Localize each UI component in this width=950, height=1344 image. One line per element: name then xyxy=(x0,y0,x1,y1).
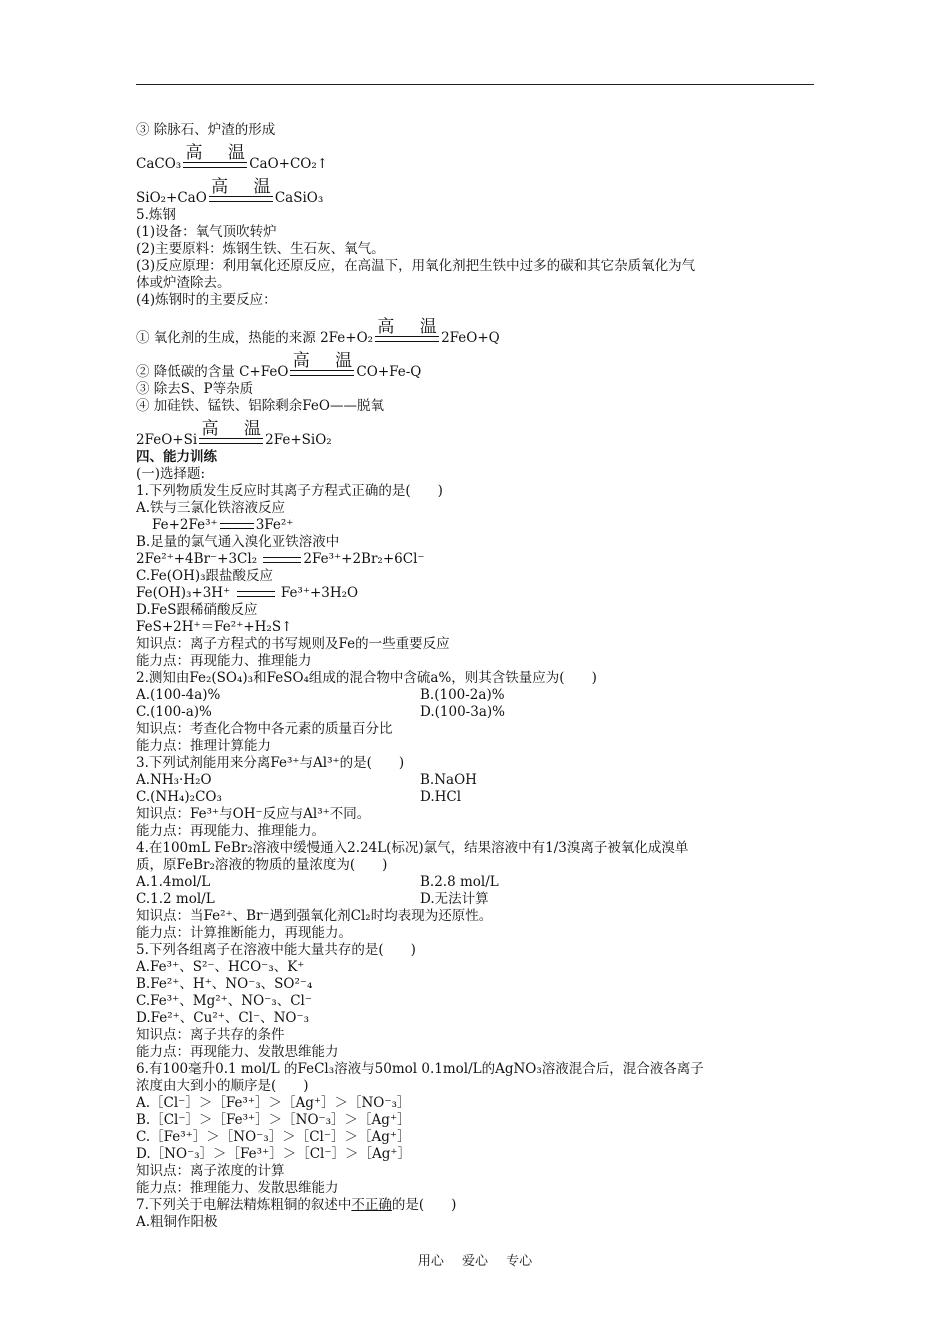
question-1-stem: 1.下列物质发生反应时其离子方程式正确的是( ) xyxy=(136,483,443,499)
question-intro: (一)选择题: xyxy=(136,466,206,482)
option-a: A.［Cl⁻］＞［Fe³⁺］＞［Ag⁺］＞［NO⁻₃］ xyxy=(136,1095,411,1111)
ability-point: 能力点：计算推断能力，再现能力。 xyxy=(136,925,352,941)
option-c: C.Fe(OH)₃跟盐酸反应 xyxy=(136,568,274,584)
knowledge-point: 知识点：离子浓度的计算 xyxy=(136,1163,285,1179)
option-c: C.［Fe³⁺］＞［NO⁻₃］＞［Cl⁻］＞［Ag⁺］ xyxy=(136,1129,411,1145)
option-b-equation: 2Fe²⁺+4Br⁻+3Cl₂ 2Fe³⁺+2Br₂+6Cl⁻ xyxy=(136,551,425,567)
page-content xyxy=(136,122,816,1231)
ability-point: 能力点：推理计算能力 xyxy=(136,738,271,754)
option-b: B.［Cl⁻］＞［Fe³⁺］＞［NO⁻₃］＞［Ag⁺］ xyxy=(136,1112,411,1128)
option-c-equation: Fe(OH)₃+3H⁺ Fe³⁺+3H₂O xyxy=(136,585,359,601)
option-a: A.Fe³⁺、S²⁻、HCO⁻₃、K⁺ xyxy=(136,959,305,975)
equation-sio2: SiO₂+CaO 高 温 CaSiO₃ xyxy=(136,177,324,206)
question-2-stem: 2.测知由Fe₂(SO₄)₃和FeSO₄组成的混合物中含硫a%，则其含铁量应为( ) xyxy=(136,670,597,686)
text-line: 5.炼钢 xyxy=(136,207,176,223)
text-line: (3)反应原理：利用氧化还原反应，在高温下，用氧化剂把生铁中过多的碳和其它杂质氧化为气 xyxy=(136,258,696,274)
question-4-stem: 4.在100mL FeBr₂溶液中缓慢通入2.24L(标况)氯气，结果溶液中有1/3溴离子被氧化成溴单 xyxy=(136,840,689,856)
option-row: A.(100-4a)% B.(100-2a)% xyxy=(136,687,505,703)
text-line: ③ 除脉石、炉渣的形成 xyxy=(136,122,276,138)
section-title: 四、能力训练 xyxy=(136,449,217,465)
text-line: (1)设备：氧气顶吹转炉 xyxy=(136,224,277,240)
option-row: A.NH₃·H₂O B.NaOH xyxy=(136,772,477,788)
question-3-stem: 3.下列试剂能用来分离Fe³⁺与Al³⁺的是( ) xyxy=(136,755,405,771)
ability-point: 能力点：再现能力、推理能力。 xyxy=(136,823,325,839)
option-row: C.(NH₄)₂CO₃ D.HCl xyxy=(136,789,462,805)
option-a: A.粗铜作阳极 xyxy=(136,1214,218,1230)
option-row: C.1.2 mol/L D.无法计算 xyxy=(136,891,489,907)
text-line: ④ 加硅铁、锰铁、铝除剩余FeO——脱氧 xyxy=(136,398,384,414)
question-4-stem-cont: 质，原FeBr₂溶液的物质的量浓度为( ) xyxy=(136,857,388,873)
text-line: ③ 除去S、P等杂质 xyxy=(136,381,254,397)
knowledge-point: 知识点：当Fe²⁺、Br⁻遇到强氧化剂Cl₂时均表现为还原性。 xyxy=(136,908,493,924)
question-5-stem: 5.下列各组离子在溶液中能大量共存的是( ) xyxy=(136,942,416,958)
page-footer: 用心 爱心 专心 xyxy=(417,1254,533,1269)
text-line: (4)炼钢时的主要反应： xyxy=(136,292,277,308)
equation-deoxidation: 2FeO+Si 高 温 2Fe+SiO₂ xyxy=(136,419,332,448)
header-rule xyxy=(136,84,814,85)
equation-caco3: CaCO₃ 高 温 CaO+CO₂↑ xyxy=(136,143,329,172)
knowledge-point: 知识点：离子方程式的书写规则及Fe的一些重要反应 xyxy=(136,636,450,652)
knowledge-point: 知识点：Fe³⁺与OH⁻反应与Al³⁺不同。 xyxy=(136,806,371,822)
option-d: D.［NO⁻₃］＞［Fe³⁺］＞［Cl⁻］＞［Ag⁺］ xyxy=(136,1146,411,1162)
knowledge-point: 知识点：离子共存的条件 xyxy=(136,1027,285,1043)
option-d: D.FeS跟稀硝酸反应 xyxy=(136,602,258,618)
option-a-equation: Fe+2Fe³⁺ 3Fe²⁺ xyxy=(152,517,294,533)
ability-point: 能力点：推理能力、发散思维能力 xyxy=(136,1180,339,1196)
option-a: A.铁与三氯化铁溶液反应 xyxy=(136,500,286,516)
option-row: A.1.4mol/L B.2.8 mol/L xyxy=(136,874,499,890)
option-d-equation: FeS+2H⁺＝Fe²⁺+H₂S↑ xyxy=(136,619,293,635)
question-7-stem: 7.下列关于电解法精炼粗铜的叙述中不正确的是( ) xyxy=(136,1197,457,1213)
option-row: C.(100-a)% D.(100-3a)% xyxy=(136,704,505,720)
option-c: C.Fe³⁺、Mg²⁺、NO⁻₃、Cl⁻ xyxy=(136,993,312,1009)
question-6-stem: 6.有100毫升0.1 mol/L 的FeCl₃溶液与50mol 0.1mol/L的AgNO₃溶液混合后，混合液各离子 xyxy=(136,1061,704,1077)
question-6-stem-cont: 浓度由大到小的顺序是( ) xyxy=(136,1078,309,1094)
text-line: 体或炉渣除去。 xyxy=(136,275,231,291)
text-line: (2)主要原料：炼钢生铁、生石灰、氧气。 xyxy=(136,241,385,257)
ability-point: 能力点：再现能力、推理能力 xyxy=(136,653,312,669)
equation-feo: ① 氧化剂的生成，热能的来源 2Fe+O₂ 高 温 2FeO+Q xyxy=(136,317,500,346)
option-b: B.足量的氯气通入溴化亚铁溶液中 xyxy=(136,534,340,550)
ability-point: 能力点：再现能力、发散思维能力 xyxy=(136,1044,339,1060)
option-b: B.Fe²⁺、H⁺、NO⁻₃、SO²⁻₄ xyxy=(136,976,313,992)
equation-carbon: ② 降低碳的含量 C+FeO 高 温 CO+Fe-Q xyxy=(136,351,422,380)
option-d: D.Fe²⁺、Cu²⁺、Cl⁻、NO⁻₃ xyxy=(136,1010,310,1026)
knowledge-point: 知识点：考查化合物中各元素的质量百分比 xyxy=(136,721,393,737)
